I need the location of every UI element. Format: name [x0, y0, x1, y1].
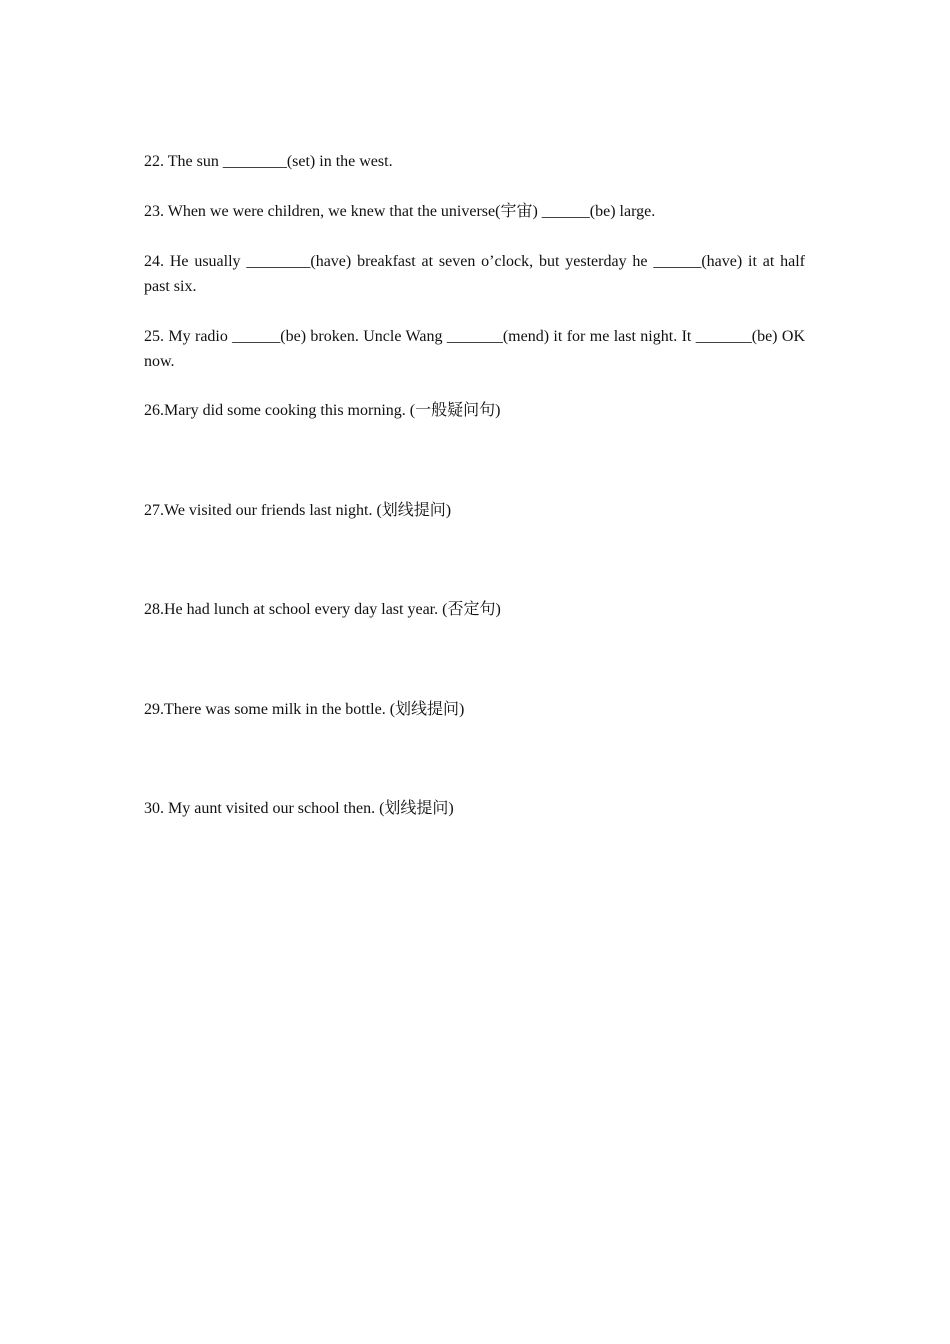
question-23: 23. When we were children, we knew that the universe(宇宙) ______(be) large.	[144, 203, 656, 220]
question-28: 28.He had lunch at school every day last year. (否定句)	[144, 601, 501, 618]
question-22: 22. The sun ________(set) in the west.	[144, 153, 393, 170]
question-26: 26.Mary did some cooking this morning. (一般疑问句)	[144, 402, 501, 419]
question-25: 25. My radio ______(be) broken. Uncle Wang _______(mend) it for me last night. It _______(be) OK now.	[144, 328, 805, 370]
question-24: 24. He usually ________(have) breakfast at seven o’clock, but yesterday he ______(have) it at half past six.	[144, 253, 805, 295]
question-29: 29.There was some milk in the bottle. (划线提问)	[144, 701, 465, 718]
question-30: 30. My aunt visited our school then. (划线提问)	[144, 800, 454, 817]
question-27: 27.We visited our friends last night. (划线提问)	[144, 502, 452, 519]
